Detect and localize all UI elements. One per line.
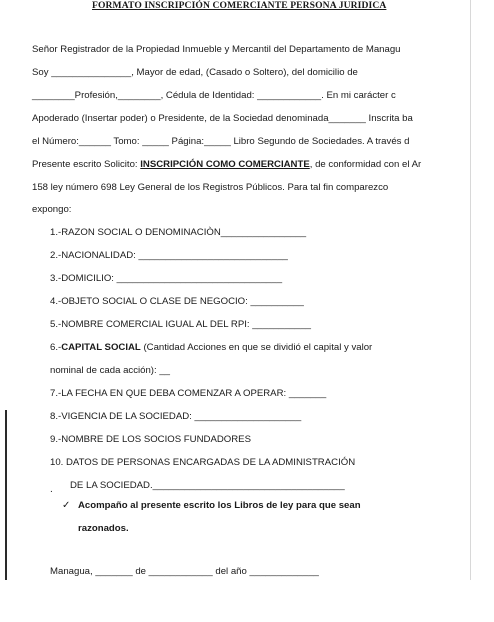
paragraph-line-7: 158 ley número 698 Ley General de los Registros Públicos. Para tal fin comparezco [32, 182, 389, 193]
list-item: 7.-LA FECHA EN QUE DEBA COMENZAR A OPERAR: _______ [50, 388, 327, 399]
list-item: 8.-VIGENCIA DE LA SOCIEDAD: ____________________ [50, 411, 302, 422]
document-title: FORMATO INSCRIPCIÓN COMERCIANTE PERSONA JURIDICA [92, 0, 387, 11]
paragraph-line-2: Soy _______________, Mayor de edad, (Casado o Soltero), del domicilio de [32, 67, 358, 78]
paragraph-line-6-pre: Presente escrito Solicito: [32, 159, 141, 170]
list-item-continued: DE LA SOCIEDAD.____________________________________ [70, 480, 345, 491]
paragraph-line-8: expongo: [32, 204, 72, 215]
note-line-2: razonados. [78, 523, 129, 534]
paragraph-line-5: el Número:______ Tomo: _____ Página:_____ Libro Segundo de Sociedades. A través d [32, 136, 410, 147]
list-item: 3.-DOMICILIO: _______________________________ [50, 273, 283, 284]
paragraph-line-6-post: , de conformidad con el Ar [309, 159, 422, 170]
page-edge-shadow [470, 0, 471, 580]
list-item: 9.-NOMBRE DE LOS SOCIOS FUNDADORES [50, 434, 251, 445]
item6-description: (Cantidad Acciones en que se dividió el capital y valor [140, 342, 373, 353]
list-item: 10. DATOS DE PERSONAS ENCARGADAS DE LA ADMINISTRACIÓN [50, 457, 356, 468]
request-type: INSCRIPCIÓN COMO COMERCIANTE [140, 159, 310, 170]
scan-edge-mark [5, 410, 7, 580]
list-item: 2.-NACIONALIDAD: ____________________________ [50, 250, 288, 261]
capital-social-label: CAPITAL SOCIAL [61, 342, 141, 353]
paragraph-line-4: Apoderado (Insertar poder) o Presidente, de la Sociedad denominada_______ Inscrita ba [32, 113, 413, 124]
list-item-capital [50, 342, 372, 354]
stray-dot: . [50, 484, 53, 495]
footer-date-line: Managua, _______ de ____________ del año _____________ [50, 566, 319, 577]
paragraph-line-3: ________Profesión,________, Cédula de Identidad: ____________. En mi carácter c [32, 90, 396, 101]
list-item-capital-line2: nominal de cada acción): __ [50, 365, 170, 376]
list-item: 5.-NOMBRE COMERCIAL IGUAL AL DEL RPI: ___________ [50, 319, 311, 330]
item6-prefix: 6.- [50, 342, 62, 353]
paragraph-line-6 [32, 159, 421, 171]
list-item: 1.-RAZON SOCIAL O DENOMINACIÒN________________ [50, 227, 307, 238]
note-line-1: Acompaño al presente escrito los Libros de ley para que sean [78, 500, 361, 511]
list-item: 4.-OBJETO SOCIAL O CLASE DE NEGOCIO: __________ [50, 296, 304, 307]
paragraph-line-1: Señor Registrador de la Propiedad Inmueble y Mercantil del Departamento de Managu [32, 44, 401, 55]
checkmark-icon: ✓ [62, 500, 71, 511]
